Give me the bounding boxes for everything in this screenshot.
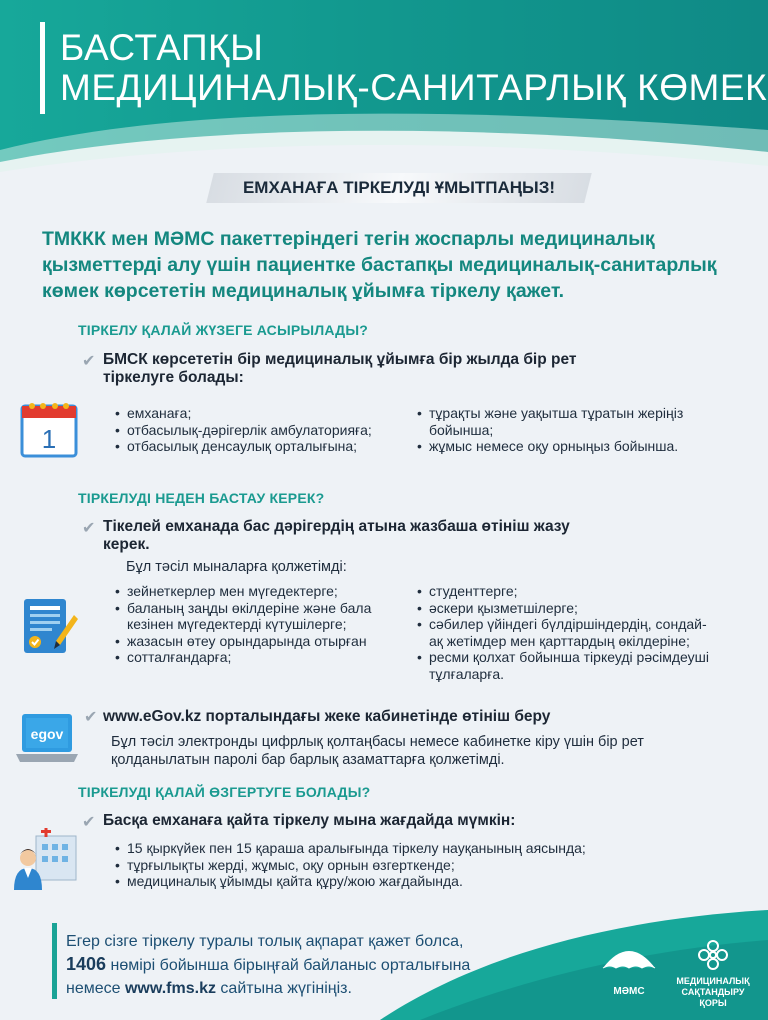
check-icon: ✔ — [84, 709, 98, 726]
list-item: • зейнеткерлер мен мүгедектерге; — [115, 583, 415, 600]
list-item: • тұрғылықты жерді, жұмыс, оқу орнын өзгерткенде; — [115, 857, 675, 874]
footer-line1: Егер сізге тіркелу туралы толық ақпарат қажет болса, — [66, 933, 464, 950]
list-item: • отбасылық денсаулық орталығына; — [115, 438, 405, 455]
section-title-change: ТІРКЕЛУДІ ҚАЛАЙ ӨЗГЕРТУГЕ БОЛАДЫ? — [78, 784, 371, 800]
footer-line3: немесе www.fms.kz сайтына жүгініңіз. — [66, 980, 352, 997]
list-item: • баланың заңды өкілдеріне және бала кезінен мүгедектерді күтушілерге; — [115, 600, 415, 633]
footer-text — [66, 930, 470, 1000]
calendar-day: 1 — [41, 424, 57, 454]
egov-logo-text: egov — [30, 726, 64, 742]
calendar-icon — [20, 400, 78, 458]
list-item: • ресми қолхат бойынша тіркеуді рәсімдеуші тұлғаларға. — [417, 649, 717, 682]
laptop-egov-icon — [16, 712, 78, 766]
list-item: • тұрақты және уақытша тұратын жеріңіз бойынша; — [417, 405, 717, 438]
list-item: • студенттерге; — [417, 583, 717, 600]
check-icon: ✔ — [82, 814, 96, 831]
logo-fund-caption: МЕДИЦИНАЛЫҚ САҚТАНДЫРУ ҚОРЫ — [676, 976, 750, 1008]
section2-left-list — [115, 583, 415, 666]
list-item: • медициналық ұйымды қайта құру/жою жағдайында. — [115, 873, 675, 890]
list-item: • сәбилер үйіндегі бүлдіршіндердің, сондай-ақ жетімдер мен қарттардың өкілдеріне; — [417, 616, 717, 649]
section2-right-list — [417, 583, 717, 682]
mams-umbrella-logo — [600, 940, 658, 984]
check-icon: ✔ — [82, 520, 96, 537]
fund-ornament-logo — [696, 938, 730, 972]
banner-title: ЕМХАНАҒА ТІРКЕЛУДІ ҰМЫТПАҢЫЗ! — [242, 178, 556, 197]
section-title-start: ТІРКЕЛУДІ НЕДЕН БАСТАУ КЕРЕК? — [78, 490, 325, 506]
fms-site-link[interactable]: www.fms.kz — [124, 980, 216, 997]
list-item: • жазасын өтеу орындарында отырған — [115, 633, 415, 650]
footer-accent-bar — [52, 923, 57, 999]
section-title-how: ТІРКЕЛУ ҚАЛАЙ ЖҮЗЕГЕ АСЫРЫЛАДЫ? — [78, 322, 369, 338]
list-item: • отбасылық-дәрігерлік амбулаторияға; — [115, 422, 405, 439]
section3-lead: Басқа емханаға қайта тіркелу мына жағдайда мүмкін: — [103, 812, 516, 829]
list-item: • сотталғандарға; — [115, 649, 415, 666]
section3-list — [115, 840, 675, 890]
document-sign-icon — [20, 597, 80, 657]
list-item: • емханаға; — [115, 405, 405, 422]
intro-text: ТМККК мен МӘМС пакеттеріндегі тегін жоспарлы медициналық қызметтерді алу үшін пациентке бастапқы медициналық-санитарлық көмек көрсететін медициналық ұйымға тіркелу қажет. — [42, 228, 717, 302]
egov-text: Бұл тәсіл электронды цифрлық қолтаңбасы немесе кабинетке кіру үшін бір рет қолданылатын паролі бар барлық азаматтарға қолжетімді. — [111, 734, 644, 768]
logo-mams-caption: МӘМС — [613, 986, 645, 997]
hospital-doctor-icon — [14, 828, 80, 890]
egov-lead: www.eGov.kz порталындағы жеке кабинетінде өтініш беру — [103, 708, 551, 725]
header-accent-bar — [40, 22, 45, 114]
footer-line2: 1406 нөмірі бойынша бірыңғай байланыс орталығына — [66, 954, 471, 974]
section1-lead: БМСК көрсететін бір медициналық ұйымға бір жылда бір рет тіркелуге болады: — [103, 351, 577, 386]
header — [0, 0, 768, 175]
header-wave — [0, 100, 768, 175]
section2-lead: Тікелей емханада бас дәрігердің атына жазбаша өтініш жазу керек. — [103, 518, 570, 553]
hotline-number: 1406 — [66, 954, 107, 974]
section1-right-list — [417, 405, 717, 455]
list-item: • жұмыс немесе оқу орныңыз бойынша. — [417, 438, 717, 455]
check-icon: ✔ — [82, 353, 96, 370]
section2-sub: Бұл тәсіл мыналарға қолжетімді: — [126, 559, 347, 575]
list-item: • 15 қыркүйек пен 15 қараша аралығында тіркелу науқанының аясында; — [115, 840, 675, 857]
page-title: БАСТАПҚЫ МЕДИЦИНАЛЫҚ-САНИТАРЛЫҚ КӨМЕК — [60, 27, 768, 108]
list-item: • әскери қызметшілерге; — [417, 600, 717, 617]
section1-left-list — [115, 405, 405, 455]
